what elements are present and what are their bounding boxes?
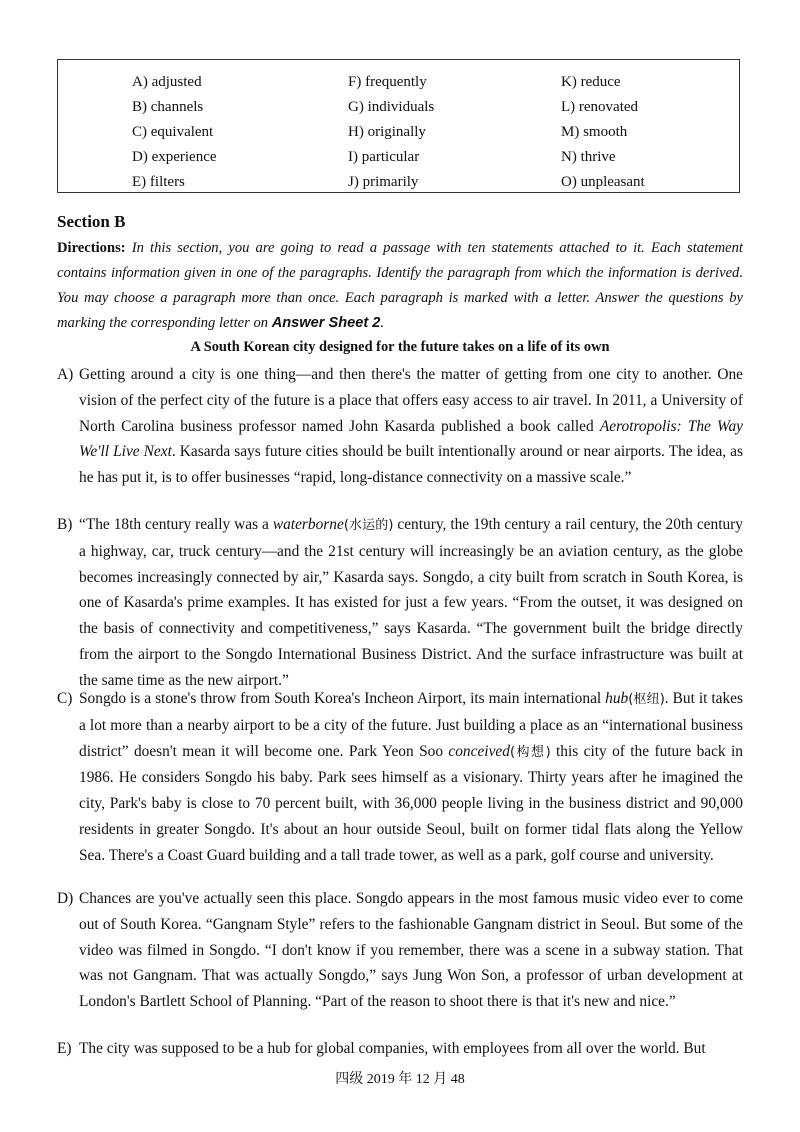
- paragraph-text: Chances are you've actually seen this place. Songdo appears in the most famous music video ever to come out of South Korea. “Gangnam Style” refers to the fashionable Gangnam district in Seoul. But some of the video was filmed in Songdo. “I don't know if you remember, there was a scene in a subway station. That was not Gangnam. That was actually Songdo,” says Jung Won Son, a professor of urban development at London's Bartlett School of Planning. “Part of the reason to shoot there is that it's new and nice.”: [79, 890, 743, 1011]
- paragraph-a: [57, 362, 743, 491]
- text-run: Getting around a city is one thing—and then there's the matter of getting from one city to another. One vision of the perfect city of the future is a place that offers easy access to air travel. In 2011, a University of North Carolina business professor named John Kasarda published a book called: [79, 366, 743, 435]
- chinese-gloss: (构想): [509, 744, 551, 760]
- directions-end: .: [380, 315, 385, 331]
- paragraph-letter: E): [57, 1040, 72, 1057]
- word-option: O) unpleasant: [561, 174, 645, 190]
- word-option: M) smooth: [561, 124, 628, 140]
- paragraph-text: The city was supposed to be a hub for global companies, with employees from all over the world. But: [79, 1040, 706, 1057]
- book-title: Aerotropolis: The Way We'll Live Next: [79, 417, 743, 461]
- word-option: H) originally: [348, 124, 426, 140]
- word-option: A) adjusted: [132, 74, 202, 90]
- text-run: . Kasarda says future cities should be built intentionally around or near airports. The idea, as he has put it, is to offer businesses “rapid, long-distance connectivity on a massive scale.”: [79, 443, 743, 487]
- directions-label: Directions:: [57, 240, 126, 256]
- word-option: F) frequently: [348, 74, 427, 90]
- text-run: this city of the future back in 1986. He considers Songdo his baby. Park sees himself as a visionary. Thirty years after he imagined the city, Park's baby is close to 70 percent built, with 36,000 people living in the business district and 90,000 residents in greater Songdo. It's about an hour outside Seoul, built on former tidal flats along the Yellow Sea. There's a Coast Guard building and a tall trade tower, as well as a park, golf course and university.: [79, 742, 743, 864]
- word-option: E) filters: [132, 174, 185, 190]
- glossed-term: hub: [605, 690, 629, 707]
- word-option: J) primarily: [348, 174, 419, 190]
- text-run: Songdo is a stone's throw from South Korea's Incheon Airport, its main international: [79, 690, 606, 707]
- word-option: D) experience: [132, 149, 217, 165]
- paragraph-letter: C): [57, 690, 73, 707]
- paragraph-text: [79, 362, 743, 491]
- paragraph-e: [57, 1036, 743, 1062]
- word-option: B) channels: [132, 99, 204, 115]
- paragraph-c: [57, 686, 743, 869]
- chinese-gloss: (水运的): [343, 518, 394, 533]
- directions-body: In this section, you are going to read a passage with ten statements attached to it. Each statement contains information given in one of the paragraphs. Identify the paragraph from which the information is derived. You may choose a paragraph more than once. Each paragraph is marked with a letter. Answer the questions by marking the corresponding letter on: [57, 240, 743, 331]
- text-run: “The 18th century really was a: [79, 516, 273, 533]
- page-footer: 四级 2019 年 12 月 48: [335, 1072, 465, 1087]
- glossed-term: conceived: [448, 742, 510, 760]
- word-option: G) individuals: [348, 99, 435, 115]
- paragraph-text: [79, 512, 743, 694]
- glossed-term: waterborne: [272, 516, 344, 533]
- paragraph-d: [57, 886, 743, 1015]
- word-option: N) thrive: [561, 149, 616, 165]
- word-bank-box: [57, 59, 740, 193]
- word-option: L) renovated: [561, 99, 639, 115]
- word-option: C) equivalent: [132, 124, 214, 140]
- answer-sheet-label: Answer Sheet 2: [271, 315, 381, 331]
- passage-title: A South Korean city designed for the future takes on a life of its own: [190, 339, 610, 355]
- chinese-gloss: (枢纽): [628, 692, 665, 707]
- word-bank-column-1: [132, 70, 217, 195]
- paragraph-letter: A): [57, 366, 74, 383]
- word-option: I) particular: [348, 149, 420, 165]
- paragraph-b: [57, 512, 743, 694]
- word-bank-column-3: [561, 70, 645, 195]
- directions: [57, 236, 743, 336]
- word-option: K) reduce: [561, 74, 621, 90]
- paragraph-letter: B): [57, 516, 73, 533]
- paragraph-letter: D): [57, 890, 74, 907]
- word-bank-column-2: [348, 70, 434, 195]
- paragraph-text: [79, 686, 743, 869]
- section-title: Section B: [57, 212, 126, 231]
- text-run: century, the 19th century a rail century, the 20th century a highway, car, truck century—and the 21st century will increasingly be an aviation century, as the globe becomes increasingly connected by air,” Kasarda says. Songdo, a city built from scratch in South Korea, is one of Kasarda's prime examples. It has existed for just a few years. “From the outset, it was designed on the basis of connectivity and competitiveness,” says Kasarda. “The government built the bridge directly from the airport to the Songdo International Business District. And the surface infrastructure was built at the same time as the new airport.”: [79, 516, 743, 689]
- text-run: . But it takes a lot more than a nearby airport to be a city of the future. Just building a place as an “international business district” doesn't mean it will become one. Park Yeon Soo: [79, 690, 743, 760]
